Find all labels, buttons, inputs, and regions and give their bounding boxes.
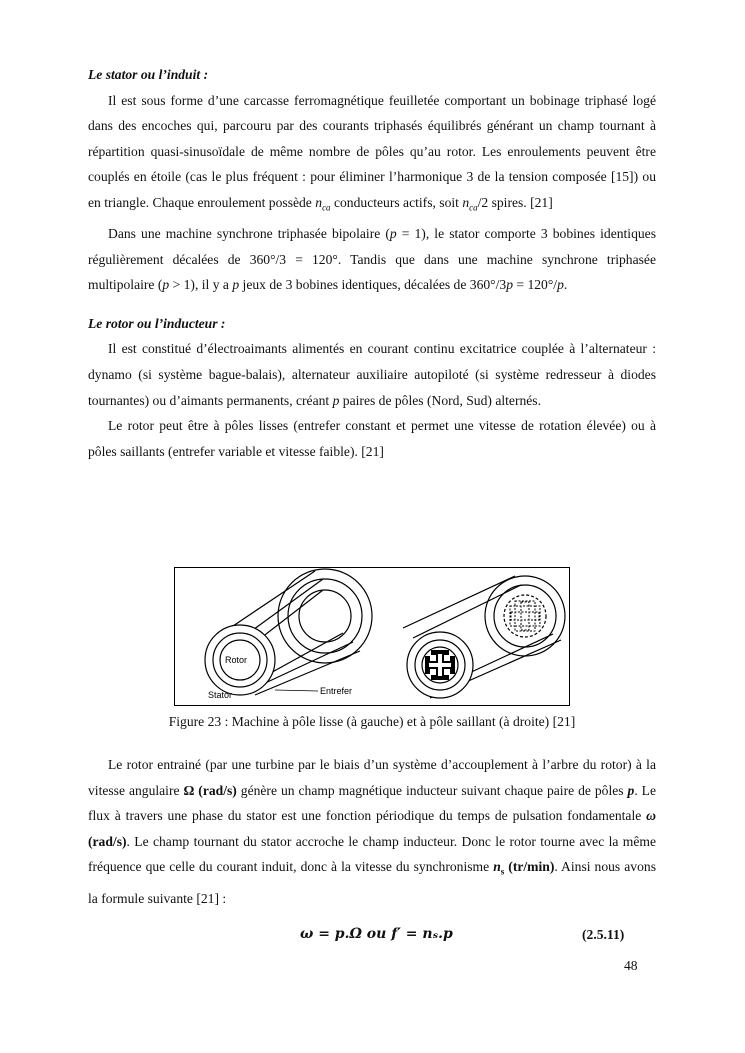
page-body <box>88 62 656 464</box>
page-body-lower <box>88 752 656 911</box>
figure-machine-diagram <box>174 567 570 706</box>
text: Il est sous forme d’une carcasse ferromagnétique feuilletée comportant un bobinage triphasé logé dans des encoches qui, parcouru par des courants triphasés équilibrés générant un champ tournant à répartition quasi-sinusoïdale de même nombre de pôles qu’au rotor. Les enroulements peuvent être couplés en étoile (cas le plus fréquent : pour éliminer l’harmonique 3 de la tension composée [15]) ou en triangle. Chaque enroulement possède <box>88 92 656 210</box>
page-number: 48 <box>624 958 638 973</box>
machine-illustration <box>175 568 569 705</box>
paragraph-rotor-1: Il est constitué d’électroaimants alimentés en courant continu excitatrice couplée à l’alternateur : dynamo (si système bague-balais), alternateur auxiliaire autopiloté (si système redresseur à diodes tournantes) ou d’aimants permanents, créant p paires de pôles (Nord, Sud) alternés. <box>88 341 656 408</box>
text: conducteurs actifs, soit <box>333 194 459 210</box>
text: /2 spires. [21] <box>477 194 553 210</box>
label-stator: Stator <box>208 690 233 700</box>
nca-symbol: $n_{ca}$ <box>315 194 331 213</box>
label-entrefer: Entrefer <box>320 686 353 696</box>
paragraph-rotor-2: Le rotor peut être à pôles lisses (entrefer constant et permet une vitesse de rotation élevée) ou à pôles saillants (entrefer variable et vitesse faible). [21] <box>88 418 656 459</box>
nca-symbol: $n_{ca}$ <box>462 194 478 213</box>
figure-caption: Figure 23 : Machine à pôle lisse (à gauche) et à pôle saillant (à droite) [21] <box>168 714 576 729</box>
section-heading-rotor: Le rotor ou l’inducteur : <box>88 315 226 331</box>
paragraph-stator-1 <box>88 88 656 222</box>
label-rotor: Rotor <box>225 655 248 665</box>
equation-number: (2.5.11) <box>582 927 625 942</box>
paragraph-rotor-speed: Le rotor entrainé (par une turbine par le biais d’un système d’accouplement à l’arbre du rotor) à la vitesse angulaire Ω (rad/s) génère un champ magnétique inducteur suivant chaque paire de pôles p. Le flux à travers une phase du stator est une fonction périodique du temps de pulsation fondamentale ω (rad/s). Le champ tournant du stator accroche le champ inducteur. Donc le rotor tourne avec la même fréquence que celle du courant induit, donc à la vitesse du synchronisme $n_s$ (tr/min). Ainsi nous avons la formule suivante [21] : <box>88 757 656 906</box>
section-heading-stator: Le stator ou l’induit : <box>88 67 209 82</box>
paragraph-stator-2: Dans une machine synchrone triphasée bipolaire (p = 1), le stator comporte 3 bobines identiques régulièrement décalées de 360°/3 = 120°. Tandis que dans une machine synchrone triphasée multipolaire (p > 1), il y a p jeux de 3 bobines identiques, décalées de 360°/3p = 120°/p. <box>88 226 657 293</box>
omega-big-units: Ω (rad/s) <box>183 782 237 798</box>
equation-formula: ω = p.Ω ou f′ = nₛ.p <box>300 926 453 942</box>
